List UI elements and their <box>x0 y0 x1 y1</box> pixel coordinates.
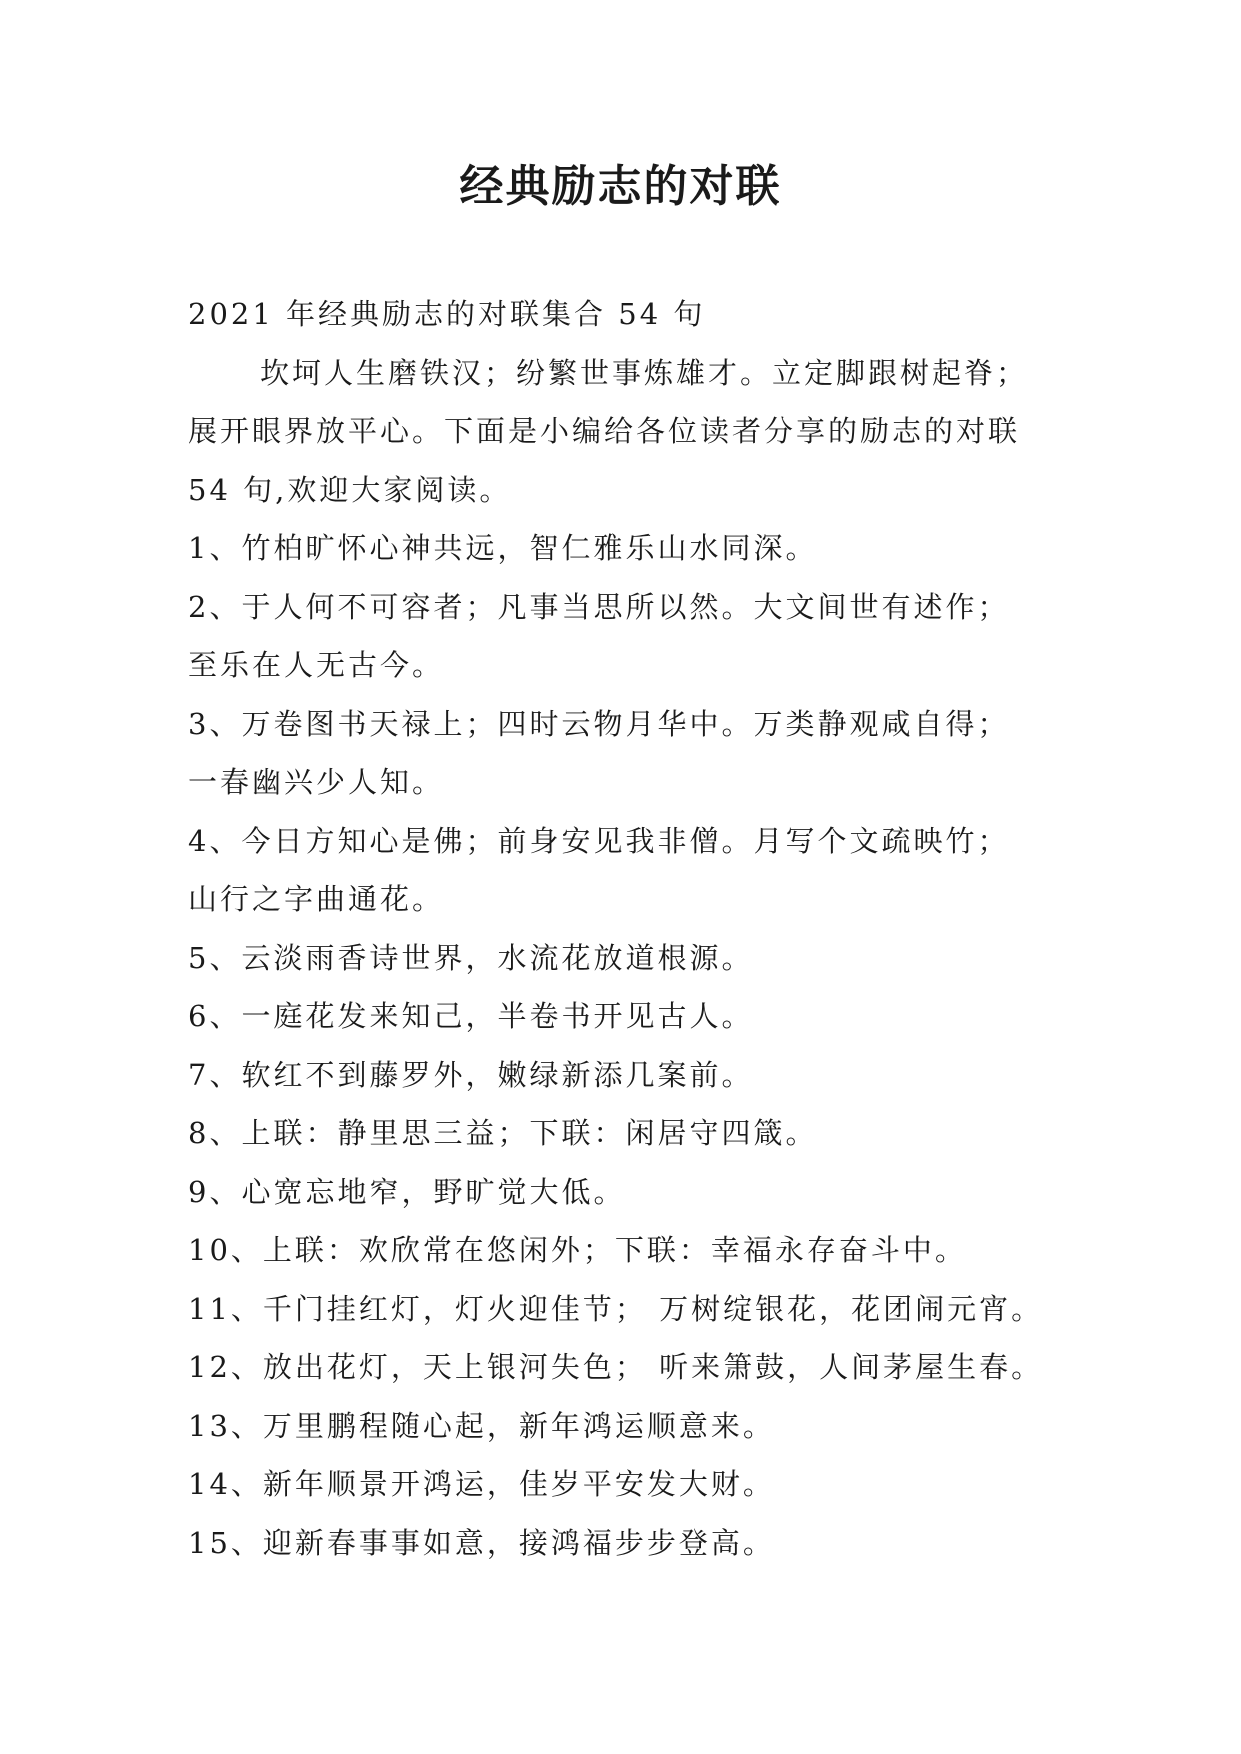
document-body <box>188 285 1088 1572</box>
document-line: 8、上联：静里思三益；下联：闲居守四箴。 <box>188 1116 818 1150</box>
document-line: 54 句,欢迎大家阅读。 <box>188 472 512 507</box>
document-line: 一春幽兴少人知。 <box>188 765 445 799</box>
document-line: 山行之字曲通花。 <box>188 882 445 916</box>
document-line: 1、竹柏旷怀心神共远，智仁雅乐山水同深。 <box>188 531 818 565</box>
document-title: 经典励志的对联 <box>459 161 782 212</box>
document-line: 9、心宽忘地窄，野旷觉大低。 <box>188 1174 626 1209</box>
document-line: 展开眼界放平心。下面是小编给各位读者分享的励志的对联 <box>188 414 1021 448</box>
document-line: 坎坷人生磨铁汉；纷繁世事炼雄才。立定脚跟树起脊； <box>260 355 1029 390</box>
document-line: 6、一庭花发来知己，半卷书开见古人。 <box>188 999 754 1033</box>
document-line: 13、万里鹏程随心起，新年鸿运顺意来。 <box>188 1408 775 1443</box>
document-line: 11、千门挂红灯，灯火迎佳节； 万树绽银花，花团闹元宵。 <box>188 1291 1044 1326</box>
document-line: 7、软红不到藤罗外，嫩绿新添几案前。 <box>188 1057 754 1092</box>
document-line: 14、新年顺景开鸿运，佳岁平安发大财。 <box>188 1467 775 1501</box>
document-line: 2021 年经典励志的对联集合 54 句 <box>188 297 706 331</box>
document-line: 4、今日方知心是佛；前身安见我非僧。月写个文疏映竹； <box>188 823 1010 858</box>
document-line: 3、万卷图书天禄上；四时云物月华中。万类静观咸自得； <box>188 706 1010 741</box>
document-line: 10、上联：欢欣常在悠闲外；下联：幸福永存奋斗中。 <box>188 1233 967 1267</box>
document-line: 12、放出花灯，天上银河失色； 听来箫鼓，人间茅屋生春。 <box>188 1350 1044 1384</box>
document-line: 15、迎新春事事如意，接鸿福步步登高。 <box>188 1525 775 1560</box>
document-line: 5、云淡雨香诗世界，水流花放道根源。 <box>188 940 754 975</box>
document-line: 至乐在人无古今。 <box>188 648 445 682</box>
document-line: 2、于人何不可容者；凡事当思所以然。大文间世有述作； <box>188 589 1010 624</box>
